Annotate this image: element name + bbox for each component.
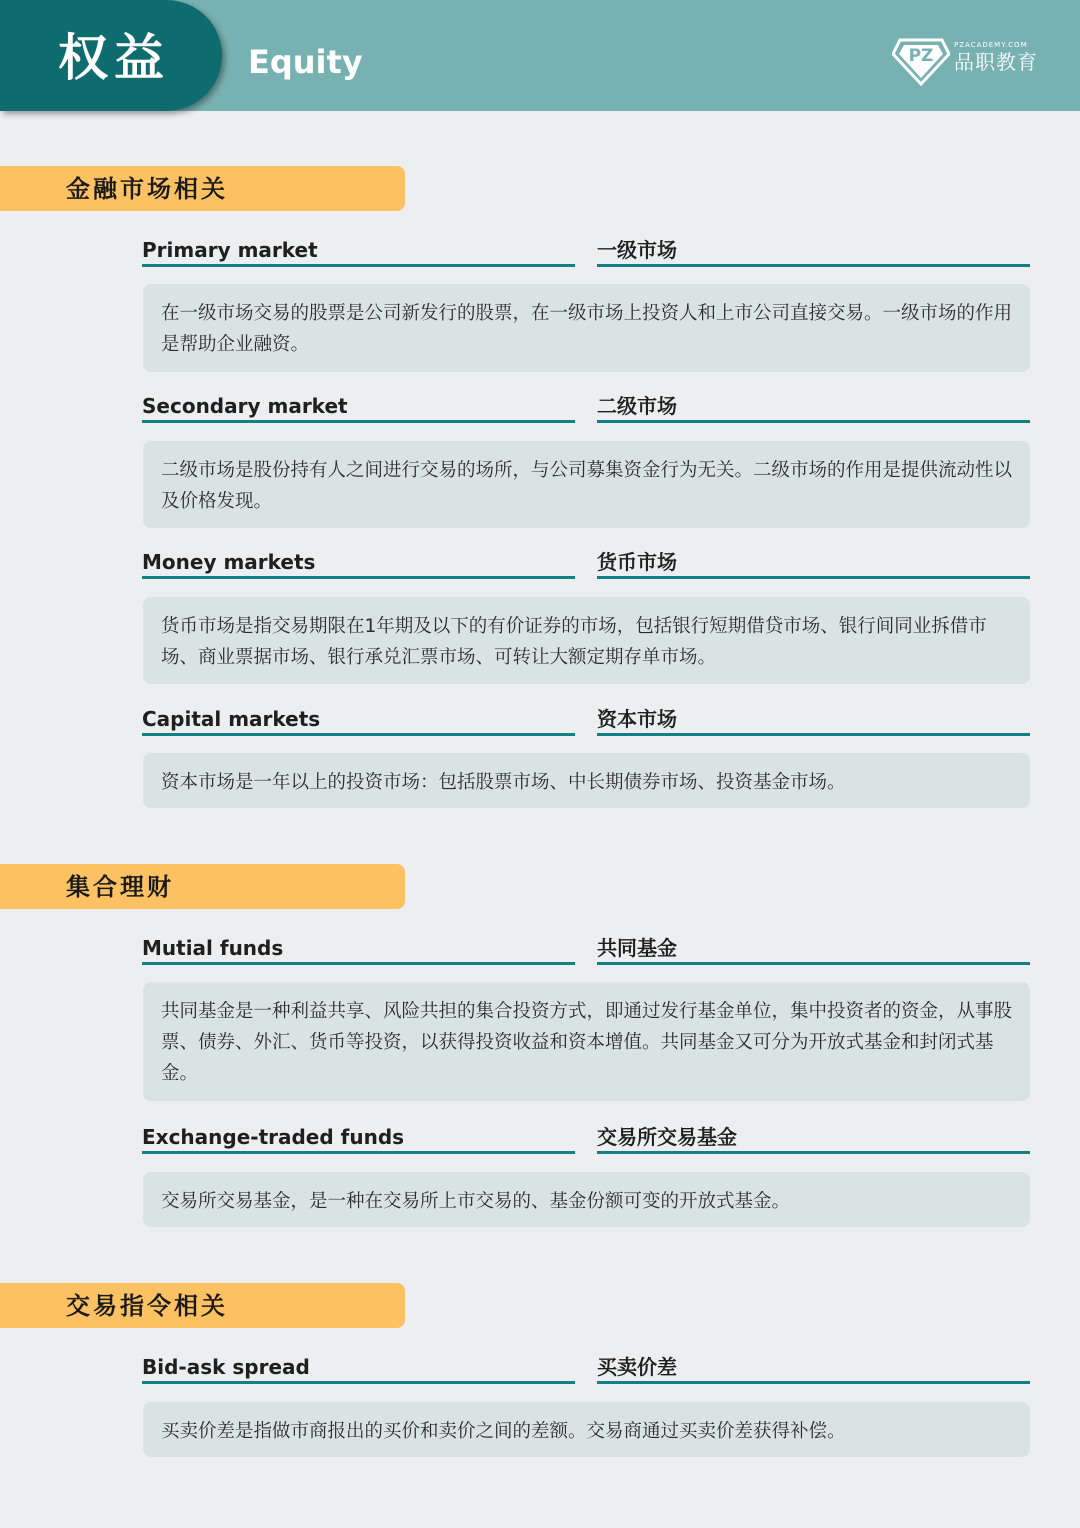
term-chinese — [597, 1125, 1030, 1154]
page-header — [0, 0, 1080, 111]
section-title: 金融市场相关 — [66, 175, 228, 203]
term-chinese-label: 交易所交易基金 — [597, 1125, 737, 1149]
term-description-text: 二级市场是股份持有人之间进行交易的场所，与公司募集资金行为无关。二级市场的作用是提供流动性以及价格发现。 — [161, 460, 1013, 512]
term-row — [142, 394, 1030, 422]
term-description — [143, 284, 1030, 372]
term-chinese-label: 二级市场 — [597, 394, 677, 418]
brand-logo — [892, 36, 1042, 86]
page-title-en: Equity — [248, 43, 363, 81]
logo-brand-name: 品职教育 — [954, 50, 1038, 74]
term-english-label: Bid-ask spread — [142, 1355, 310, 1379]
term-description — [143, 1402, 1030, 1457]
page-title-cn: 权益 — [58, 29, 170, 87]
term-english-label: Capital markets — [142, 707, 321, 731]
term-row — [142, 238, 1030, 266]
term-english — [142, 394, 575, 423]
term-description — [143, 982, 1030, 1101]
term-chinese — [597, 550, 1030, 579]
term-english-label: Primary market — [142, 238, 318, 262]
term-english — [142, 1125, 575, 1154]
term-row — [142, 1125, 1030, 1153]
term-chinese — [597, 707, 1030, 736]
svg-text:PZ: PZ — [908, 46, 934, 66]
section-header-financial-markets — [0, 166, 405, 211]
term-row — [142, 707, 1030, 735]
term-english — [142, 936, 575, 965]
term-english-label: Money markets — [142, 550, 316, 574]
logo-url-text: PZACADEMY.COM — [954, 41, 1028, 49]
term-english — [142, 238, 575, 267]
term-row — [142, 550, 1030, 578]
term-chinese-label: 货币市场 — [597, 550, 677, 574]
term-description-text: 共同基金是一种利益共享、风险共担的集合投资方式，即通过发行基金单位，集中投资者的资金，从事股票、债券、外汇、货币等投资，以获得投资收益和资本增值。共同基金又可分为开放式基金和封闭式基金。 — [161, 1001, 1013, 1084]
section-title: 集合理财 — [66, 873, 174, 901]
term-english — [142, 550, 575, 579]
section-header-collective-investment — [0, 864, 405, 909]
term-description — [143, 1172, 1030, 1227]
term-english-label: Exchange-traded funds — [142, 1125, 405, 1149]
term-description-text: 交易所交易基金，是一种在交易所上市交易的、基金份额可变的开放式基金。 — [161, 1191, 791, 1212]
term-chinese-label: 资本市场 — [597, 707, 677, 731]
term-description-text: 货币市场是指交易期限在1年期及以下的有价证券的市场，包括银行短期借贷市场、银行间同业拆借市场、商业票据市场、银行承兑汇票市场、可转让大额定期存单市场。 — [161, 616, 987, 668]
term-description — [143, 441, 1030, 528]
term-description — [143, 597, 1030, 684]
term-description — [143, 753, 1030, 808]
term-chinese — [597, 936, 1030, 965]
term-row — [142, 1355, 1030, 1383]
term-chinese-label: 买卖价差 — [597, 1355, 677, 1379]
pz-diamond-logo-icon — [892, 36, 950, 86]
term-chinese — [597, 238, 1030, 267]
section-header-trading-orders — [0, 1283, 405, 1328]
term-row — [142, 936, 1030, 964]
term-description-text: 买卖价差是指做市商报出的买价和卖价之间的差额。交易商通过买卖价差获得补偿。 — [161, 1421, 846, 1442]
term-english — [142, 1355, 575, 1384]
term-english-label: Secondary market — [142, 394, 348, 418]
term-english — [142, 707, 575, 736]
section-title: 交易指令相关 — [66, 1292, 228, 1320]
term-description-text: 资本市场是一年以上的投资市场：包括股票市场、中长期债券市场、投资基金市场。 — [161, 772, 846, 793]
term-chinese — [597, 394, 1030, 423]
term-english-label: Mutial funds — [142, 936, 284, 960]
term-chinese-label: 一级市场 — [597, 238, 677, 262]
term-description-text: 在一级市场交易的股票是公司新发行的股票，在一级市场上投资人和上市公司直接交易。一级市场的作用是帮助企业融资。 — [161, 303, 1013, 355]
term-chinese — [597, 1355, 1030, 1384]
term-chinese-label: 共同基金 — [597, 936, 677, 960]
